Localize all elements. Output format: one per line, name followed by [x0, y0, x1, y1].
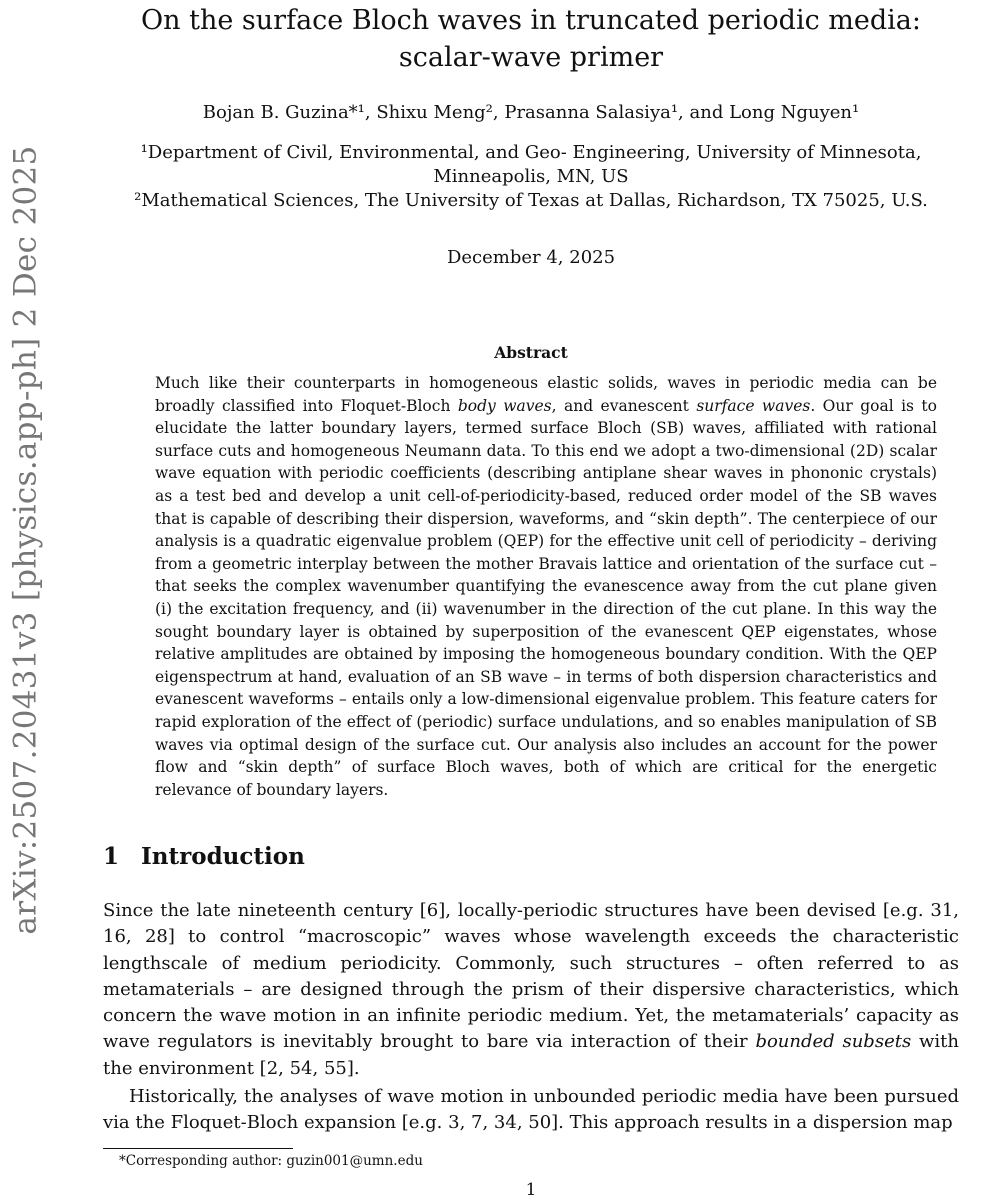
- title-line-1: On the surface Bloch waves in truncated periodic media:: [141, 5, 921, 36]
- section-number: 1: [103, 843, 120, 871]
- abstract-em-surface-waves: surface waves: [696, 396, 811, 415]
- arxiv-sidebar: [6, 145, 46, 935]
- affiliation-1-line-2: Minneapolis, MN, US: [433, 166, 629, 187]
- paper-page: [103, 0, 959, 1200]
- paper-title: [103, 2, 959, 76]
- page-number: 1: [525, 1180, 537, 1200]
- abstract-text-1: Much like their counterparts in homogeneous elastic solids, waves in periodic media can be broadly classified into Floquet-Bloch: [155, 374, 937, 415]
- section-title: Introduction: [141, 843, 305, 871]
- intro-paragraph-2: Historically, the analyses of wave motion in unbounded periodic media have been pursued via the Floquet-Bloch expansion [e.g. 3, 7, 34, 50]. This approach results in a dispersion map: [103, 1085, 959, 1133]
- title-line-2: scalar-wave primer: [398, 42, 664, 73]
- footnote: *Corresponding author: guzin001@umn.edu: [119, 1153, 423, 1170]
- abstract-text-3: . Our goal is to elucidate the latter boundary layers, termed surface Bloch (SB) waves, affiliated with rational surface cuts and homogeneous Neumann data. To this end we adopt a two-dimensional (2D) scalar wave equation with periodic coefficients (describing antiplane shear waves in phononic crystals) as a test bed and develop a unit cell-of-periodicity-based, reduced order model of the SB waves that is capable of describing their dispersion, waveforms, and “skin depth”. The centerpiece of our analysis is a quadratic eigenvalue problem (QEP) for the effective unit cell of periodicity – deriving from a geometric interplay between the mother Bravais lattice and orientation of the surface cut – that seeks the complex wavenumber quantifying the evanescence away from the cut plane given (i) the excitation frequency, and (ii) wavenumber in the direction of the cut plane. In this way the sought boundary layer is obtained by superposition of the evanescent QEP eigenstates, whose relative amplitudes are obtained by imposing the homogeneous boundary condition. With the QEP eigenspectrum at hand, evaluation of an SB wave – in terms of both dispersion characteristics and evanescent waveforms – entails only a low-dimensional eigenvalue problem. This feature caters for rapid exploration of the effect of (periodic) surface undulations, and so enables manipulation of SB waves via optimal design of the surface cut. Our analysis also includes an account for the power flow and “skin depth” of surface Bloch waves, both of which are critical for the energetic relevance of boundary layers.: [155, 396, 937, 799]
- arxiv-identifier: arXiv:2507.20431v3 [physics.app-ph] 2 Dec 2025: [8, 145, 44, 935]
- affiliation-1-line-1: ¹Department of Civil, Environmental, and Geo- Engineering, University of Minnesota,: [140, 142, 922, 163]
- intro-p1-text-1: Since the late nineteenth century [6], locally-periodic structures have been devised [e.g. 31, 16, 28] to control “macroscopic” waves whose wavelength exceeds the characteristic lengthscale of medium periodicity. Commonly, such structures – often referred to as metamaterials – are designed through the prism of their dispersive characteristics, which concern the wave motion in an infinite periodic medium. Yet, the metamaterials’ capacity as wave regulators is inevitably brought to bare via interaction of their: [103, 900, 959, 1053]
- paper-date: December 4, 2025: [446, 247, 616, 268]
- abstract-heading: Abstract: [494, 343, 568, 362]
- intro-p1-text-2: with the environment [2, 54, 55].: [103, 1031, 959, 1079]
- abstract-em-body-waves: body waves: [457, 396, 552, 415]
- author-list: Bojan B. Guzina*¹, Shixu Meng², Prasanna Salasiya¹, and Long Nguyen¹: [202, 102, 860, 123]
- footnote-rule: [103, 1148, 293, 1149]
- affiliations: [103, 141, 959, 213]
- intro-p1-em: bounded subsets: [755, 1031, 912, 1053]
- intro-paragraph-1: [103, 898, 959, 1081]
- abstract-text-2: , and evanescent: [551, 396, 697, 415]
- affiliation-2: ²Mathematical Sciences, The University of Texas at Dallas, Richardson, TX 75025, U.S.: [134, 190, 928, 211]
- abstract-body: [155, 372, 937, 801]
- section-heading-introduction: [103, 843, 959, 870]
